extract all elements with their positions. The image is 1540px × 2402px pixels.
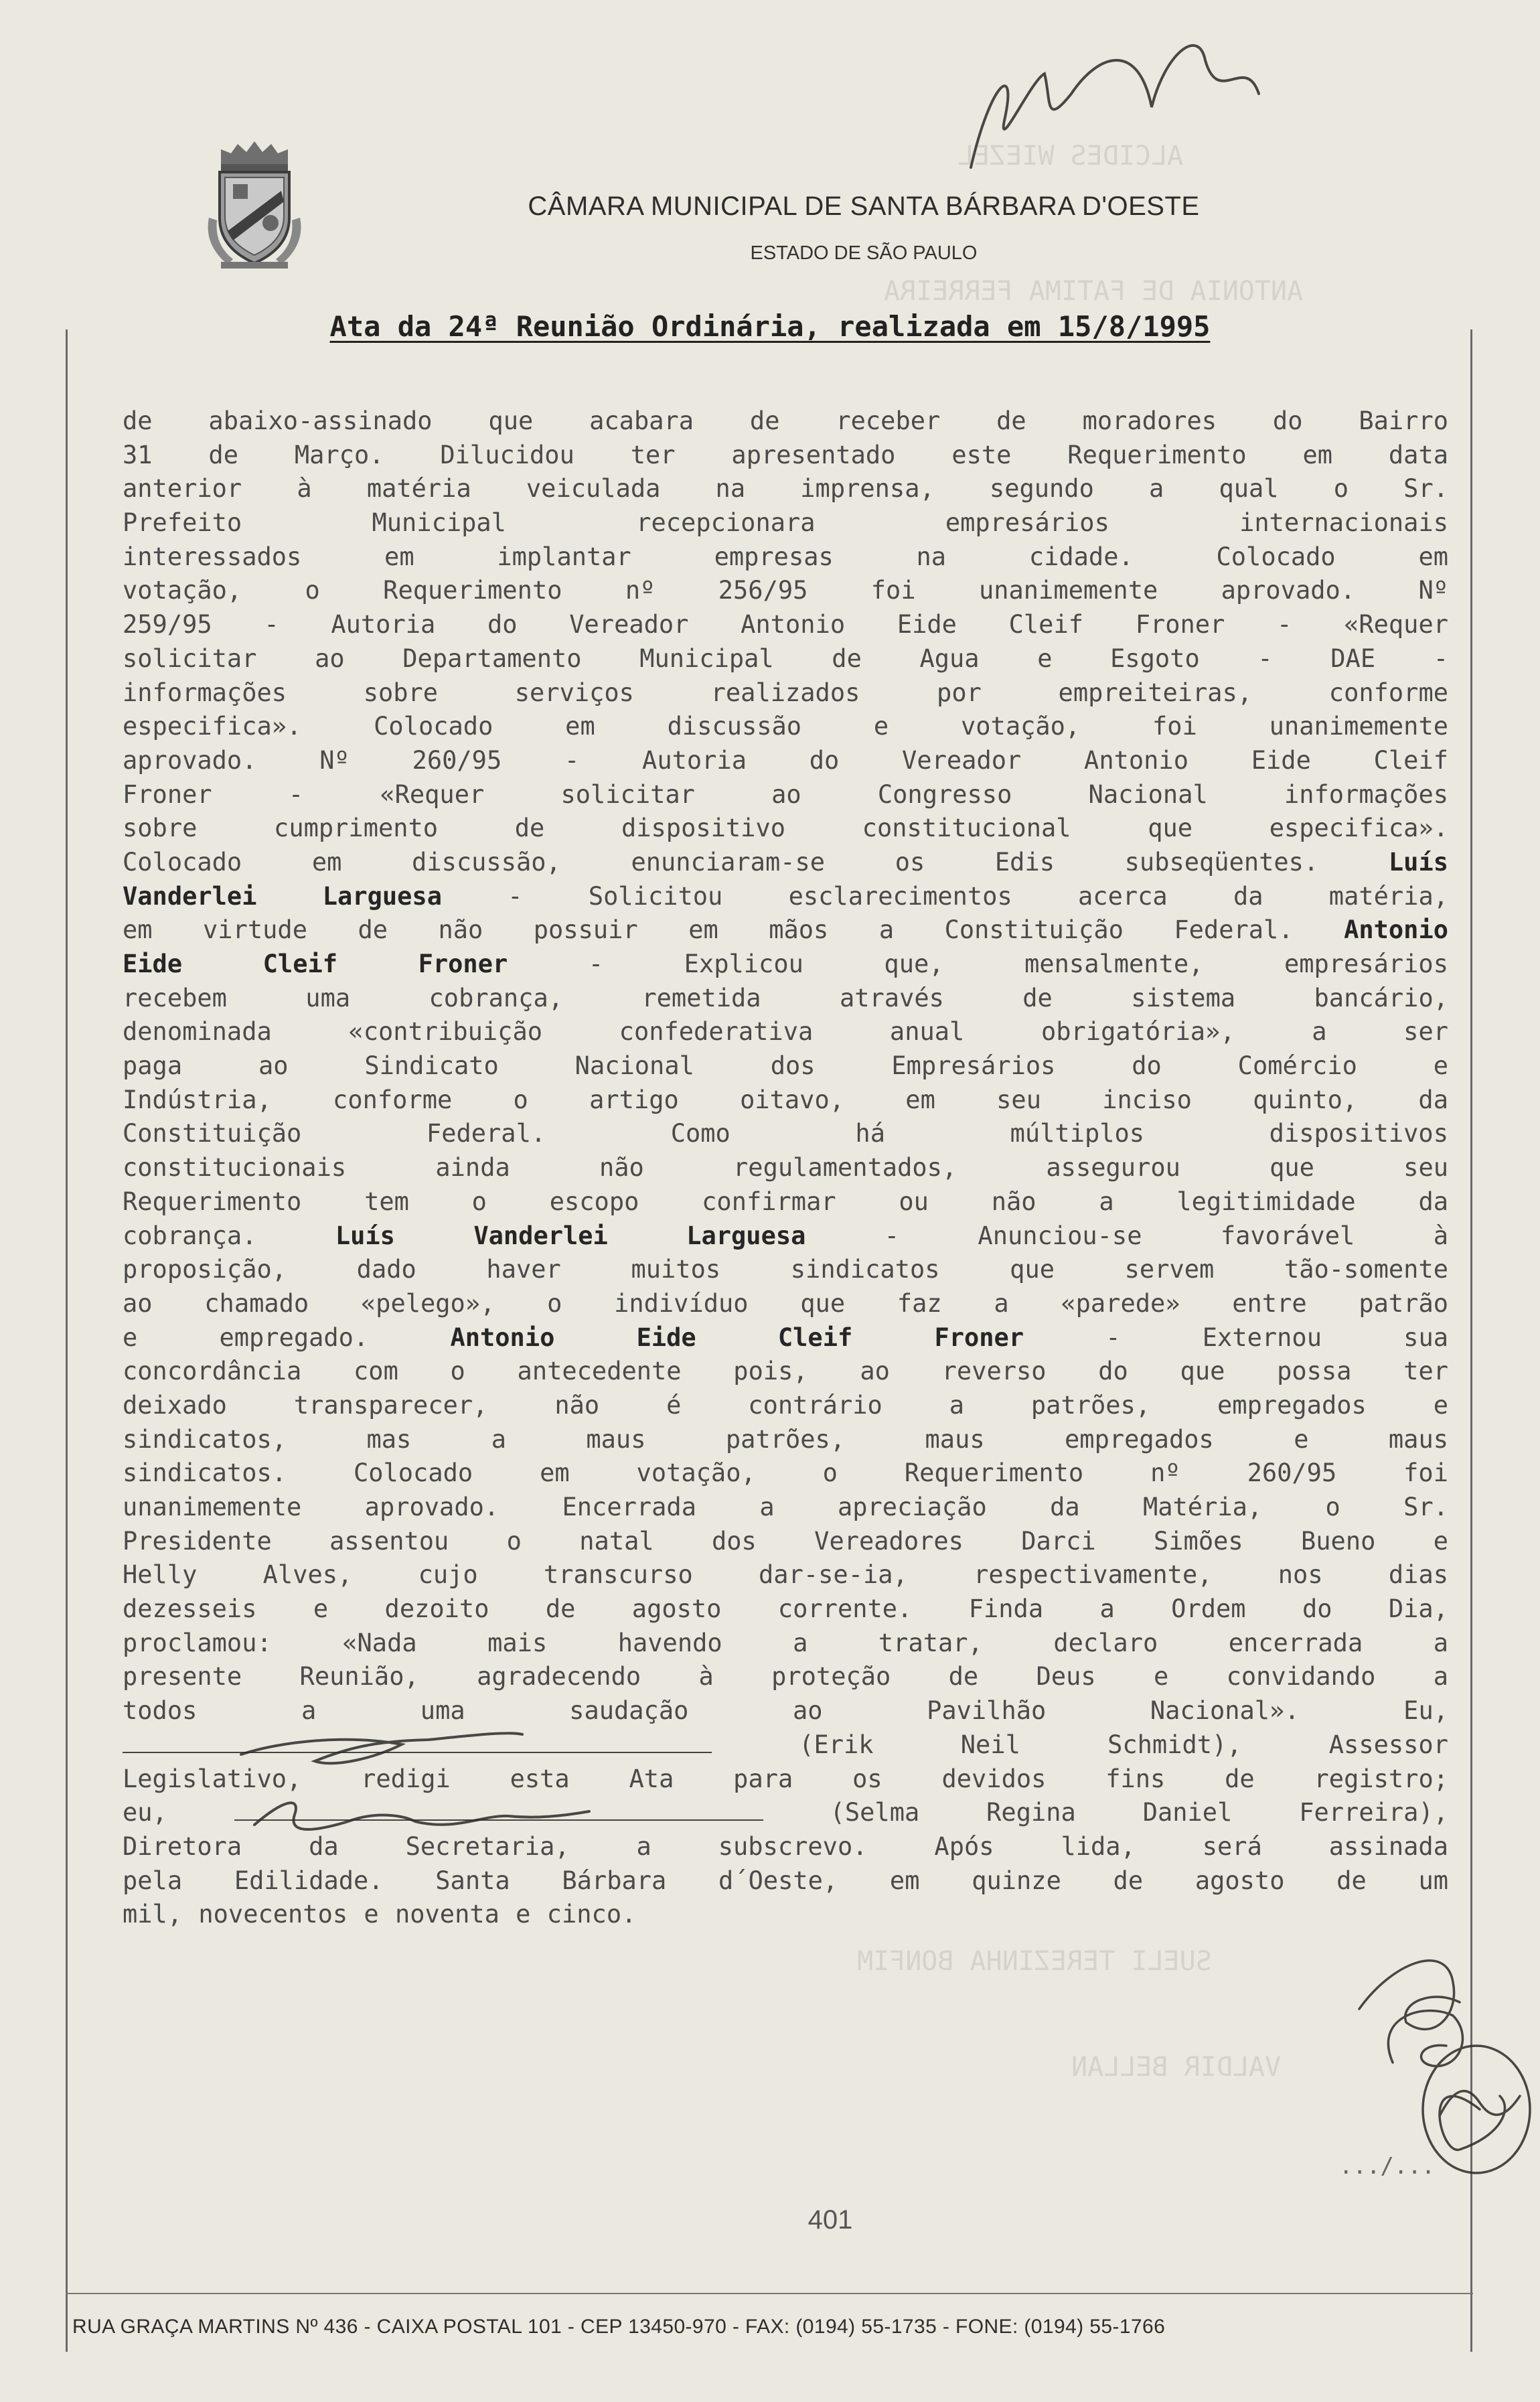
speaker-name: Luís Vanderlei Larguesa	[335, 1221, 806, 1250]
body-line: informações sobre serviços realizados por empreiteiras, conforme	[123, 678, 1448, 707]
speaker-name: Luís	[1388, 847, 1448, 877]
minutes-title: Ata da 24ª Reunião Ordinária, realizada em 15/8/1995	[329, 310, 1211, 343]
continuation-marker: .../...	[1339, 2153, 1436, 2180]
body-line-text: (Selma Regina Daniel Ferreira),	[830, 1798, 1448, 1827]
speaker-name: Eide Cleif Froner	[123, 950, 508, 978]
speaker-name: Antonio	[1344, 915, 1448, 945]
state-name: ESTADO DE SÃO PAULO	[750, 242, 978, 264]
body-line: sindicatos, mas a maus patrões, maus empregados e maus	[123, 1424, 1448, 1454]
body-line: proposição, dado haver muitos sindicatos que servem tão-somente	[123, 1255, 1448, 1284]
body-line-text: (Erik Neil Schmidt), Assessor	[799, 1730, 1448, 1759]
body-line: Prefeito Municipal recepcionara empresários internacionais	[123, 508, 1448, 538]
body-line: especifica». Colocado em discussão e votação, foi unanimemente	[123, 712, 1448, 741]
body-line: paga ao Sindicato Nacional dos Empresários do Comércio e	[123, 1051, 1448, 1081]
body-line-text: - Explicou que, mensalmente, empresários	[588, 950, 1448, 978]
bleed-through-name: ALCIDES WIEZEL	[957, 141, 1184, 171]
body-line: Legislativo, redigi esta Ata para os devidos fins de registro;	[123, 1764, 1448, 1793]
body-line: recebem uma cobrança, remetida através de sistema bancário,	[123, 983, 1448, 1012]
body-line: aprovado. Nº 260/95 - Autoria do Vereador Antonio Eide Cleif	[123, 745, 1448, 775]
body-line: dezesseis e dezoito de agosto corrente. Finda a Ordem do Dia,	[123, 1594, 1448, 1624]
body-line: 259/95 - Autoria do Vereador Antonio Eide Cleif Froner - «Requer	[123, 610, 1448, 640]
bleed-through-name: SUELI TEREZINHA BONFIM	[857, 1946, 1212, 1977]
body-line-text: - Externou sua	[1024, 1323, 1449, 1352]
bleed-through-name: ANTONIA DE FATIMA FERREIRA	[884, 276, 1304, 307]
body-line: todos a uma saudação ao Pavilhão Nacional». Eu,	[123, 1696, 1448, 1726]
bleed-through-name: VALDIR BELLAN	[1071, 2052, 1282, 2083]
body-line: anterior à matéria veiculada na imprensa, segundo a qual o Sr.	[123, 474, 1448, 504]
page-number: 401	[807, 2205, 853, 2235]
body-line: Constituição Federal. Como há múltiplos dispositivos	[123, 1119, 1448, 1148]
body-line: deixado transparecer, não é contrário a patrões, empregados e	[123, 1390, 1448, 1420]
body-line: constitucionais ainda não regulamentados, assegurou que seu	[123, 1153, 1448, 1183]
body-line: Presidente assentou o natal dos Vereadores Darci Simões Bueno e	[123, 1526, 1448, 1556]
body-line-text: - Anunciou-se favorável à	[805, 1221, 1448, 1250]
body-line-text: cobrança.	[123, 1221, 257, 1250]
body-line: votação, o Requerimento nº 256/95 foi unanimemente aprovado. Nº	[123, 576, 1448, 605]
body-line: sindicatos. Colocado em votação, o Requerimento nº 260/95 foi	[123, 1458, 1448, 1488]
footer-address: RUA GRAÇA MARTINS Nº 436 - CAIXA POSTAL 101 - CEP 13450-970 - FAX: (0194) 55-1735 - FONE: (0194) 55-1766	[72, 2316, 1166, 2338]
body-line: sobre cumprimento de dispositivo constitucional que especifica».	[123, 814, 1448, 843]
body-line: pela Edilidade. Santa Bárbara d´Oeste, em quinze de agosto de um	[123, 1866, 1448, 1895]
body-line-text: Colocado em discussão, enunciaram-se os Edis subseqüentes.	[123, 847, 1319, 877]
speaker-name: Vanderlei Larguesa	[123, 881, 442, 911]
body-line: interessados em implantar empresas na cidade. Colocado em	[123, 542, 1448, 571]
body-line: proclamou: «Nada mais havendo a tratar, declaro encerrada a	[123, 1628, 1448, 1657]
body-line: solicitar ao Departamento Municipal de Agua e Esgoto - DAE -	[123, 644, 1448, 673]
speaker-name: Antonio Eide Cleif Froner	[450, 1323, 1024, 1352]
body-line: Requerimento tem o escopo confirmar ou não a legitimidade da	[123, 1187, 1448, 1216]
body-line: Froner - «Requer solicitar ao Congresso Nacional informações	[123, 779, 1448, 809]
body-line: 31 de Março. Dilucidou ter apresentado este Requerimento em data	[123, 440, 1448, 469]
body-line: Diretora da Secretaria, a subscrevo. Após lida, será assinada	[123, 1831, 1448, 1861]
body-line: denominada «contribuição confederativa anual obrigatória», a ser	[123, 1017, 1448, 1047]
body-line: concordância com o antecedente pois, ao reverso do que possa ter	[123, 1357, 1448, 1386]
body-line: ao chamado «pelego», o indivíduo que faz a «parede» entre patrão	[123, 1288, 1448, 1318]
body-line: mil, novecentos e noventa e cinco.	[123, 1900, 637, 1929]
body-line: Helly Alves, cujo transcurso dar-se-ia, respectivamente, nos dias	[123, 1560, 1448, 1590]
body-line-text: em virtude de não possuir em mãos a Constituição Federal.	[123, 915, 1294, 945]
body-line-text: e empregado.	[123, 1323, 369, 1352]
body-line-text: eu,	[123, 1798, 167, 1827]
body-line: presente Reunião, agradecendo à proteção de Deus e convidando a	[123, 1662, 1448, 1692]
body-line: Indústria, conforme o artigo oitavo, em seu inciso quinto, da	[123, 1085, 1448, 1114]
body-line-text: - Solicitou esclarecimentos acerca da matéria,	[508, 881, 1449, 911]
body-line: de abaixo-assinado que acabara de receber de moradores do Bairro	[123, 406, 1448, 435]
chamber-name: CÂMARA MUNICIPAL DE SANTA BÁRBARA D'OESTE	[528, 192, 1200, 221]
body-line: unanimemente aprovado. Encerrada a apreciação da Matéria, o Sr.	[123, 1493, 1448, 1521]
